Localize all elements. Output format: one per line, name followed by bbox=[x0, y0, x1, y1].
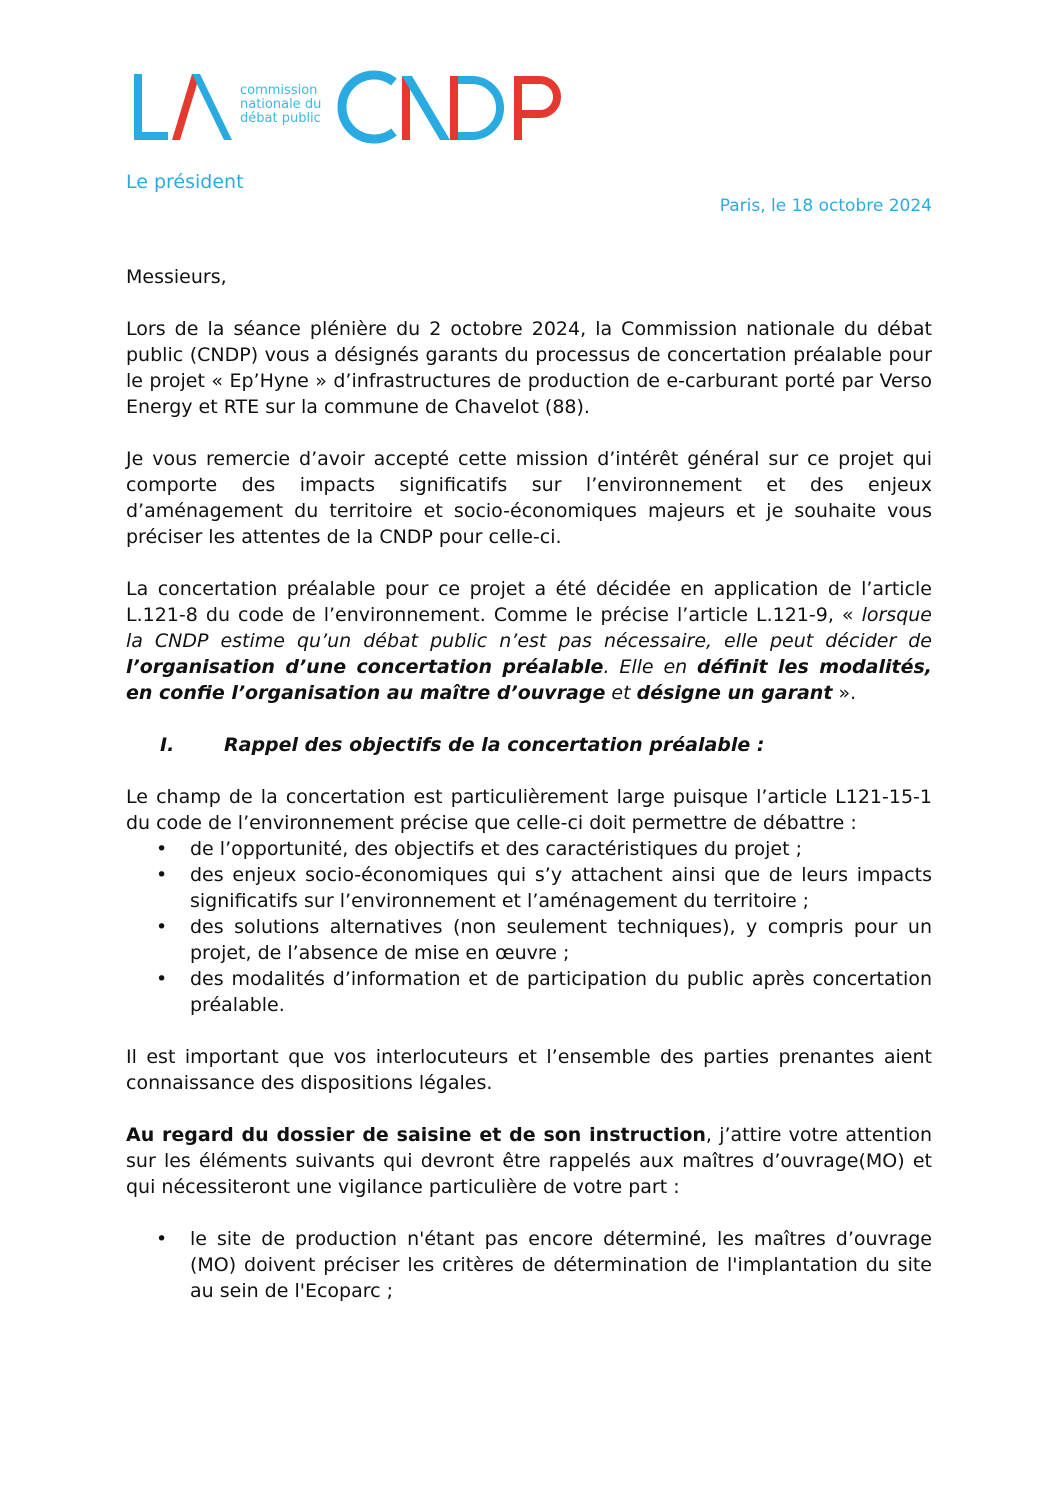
section-title: Rappel des objectifs de la concertation préalable : bbox=[224, 734, 765, 756]
list-item bbox=[126, 966, 932, 1018]
p6-bold: Au regard du dossier de saisine et de son instruction bbox=[126, 1124, 706, 1146]
logo-caption bbox=[240, 84, 321, 126]
salutation: Messieurs, bbox=[126, 266, 227, 288]
p3-quote-bold: désigne un garant bbox=[636, 682, 833, 704]
cndp-logo bbox=[132, 70, 572, 144]
bullet-icon: • bbox=[156, 916, 168, 938]
p3-end: ». bbox=[832, 682, 857, 704]
logo-mark bbox=[132, 70, 572, 144]
letter-date: Paris, le 18 octobre 2024 bbox=[719, 196, 932, 216]
list-item-text: de l’opportunité, des objectifs et des caractéristiques du projet ; bbox=[190, 838, 802, 860]
section-heading bbox=[126, 732, 932, 758]
sender-title: Le président bbox=[126, 171, 244, 193]
p3-quote: . Elle en bbox=[603, 656, 698, 678]
paragraph-5: Il est important que vos interlocuteurs et l’ensemble des parties prenantes aient connaissance des dispositions légales. bbox=[126, 1046, 932, 1094]
list-item bbox=[126, 836, 932, 862]
p3-quote-bold: définit les modalités, en confie l’organisation au maître d’ouvrage bbox=[126, 656, 932, 704]
vigilance-list bbox=[126, 1226, 932, 1304]
p3-intro: La concertation préalable pour ce projet a été décidée en application de l’article L.121-8 du code de l’environnement. Comme le précise l’article L.121-9, « bbox=[126, 578, 932, 626]
paragraph-6 bbox=[126, 1122, 932, 1200]
p6-rest: , j’attire votre attention sur les éléments suivants qui devront être rappelés aux maîtres d’ouvrage(MO) et qui nécessiteront une vigilance particulière de votre part : bbox=[126, 1124, 932, 1198]
list-item bbox=[126, 1226, 932, 1304]
bullet-icon: • bbox=[156, 838, 168, 860]
p3-quote: et bbox=[605, 682, 637, 704]
list-item-text: des solutions alternatives (non seulement techniques), y compris pour un projet, de l’absence de mise en œuvre ; bbox=[190, 916, 932, 964]
list-item-text: des modalités d’information et de participation du public après concertation préalable. bbox=[190, 968, 932, 1016]
list-item bbox=[126, 862, 932, 914]
paragraph-3 bbox=[126, 576, 932, 706]
objectives-list bbox=[126, 836, 932, 1018]
list-item-text: le site de production n'étant pas encore déterminé, les maîtres d’ouvrage (MO) doivent préciser les critères de détermination de l'implantation du site au sein de l'Ecoparc ; bbox=[190, 1228, 932, 1302]
bullet-icon: • bbox=[156, 968, 168, 990]
list-item bbox=[126, 914, 932, 966]
bullet-icon: • bbox=[156, 1228, 168, 1250]
paragraph-2: Je vous remercie d’avoir accepté cette mission d’intérêt général sur ce projet qui comporte des impacts significatifs sur l’environnement et des enjeux d’aménagement du territoire et socio-économiques majeurs et je souhaite vous préciser les attentes de la CNDP pour celle-ci. bbox=[126, 448, 932, 548]
list-item-text: des enjeux socio-économiques qui s’y attachent ainsi que de leurs impacts significatifs sur l’environnement et l’aménagement du territoire ; bbox=[190, 864, 932, 912]
logo-caption-line: nationale du bbox=[240, 97, 322, 112]
p3-quote: lorsque la CNDP estime qu’un débat public n’est pas nécessaire, elle peut décider de bbox=[126, 604, 932, 652]
paragraph-1: Lors de la séance plénière du 2 octobre 2024, la Commission nationale du débat public (CNDP) vous a désignés garants du processus de concertation préalable pour le projet « Ep’Hyne » d’infrastructures de production de e-carburant porté par Verso Energy et RTE sur la commune de Chavelot (88). bbox=[126, 318, 932, 418]
logo-caption-line: débat public bbox=[240, 111, 321, 126]
section-number: I. bbox=[160, 734, 175, 756]
paragraph-4: Le champ de la concertation est particulièrement large puisque l’article L121-15-1 du code de l’environnement précise que celle-ci doit permettre de débattre : bbox=[126, 786, 932, 834]
letter-body bbox=[126, 264, 932, 1304]
bullet-icon: • bbox=[156, 864, 168, 886]
p3-quote-bold: l’organisation d’une concertation préalable bbox=[126, 656, 604, 678]
logo-caption-line: commission bbox=[240, 83, 318, 98]
